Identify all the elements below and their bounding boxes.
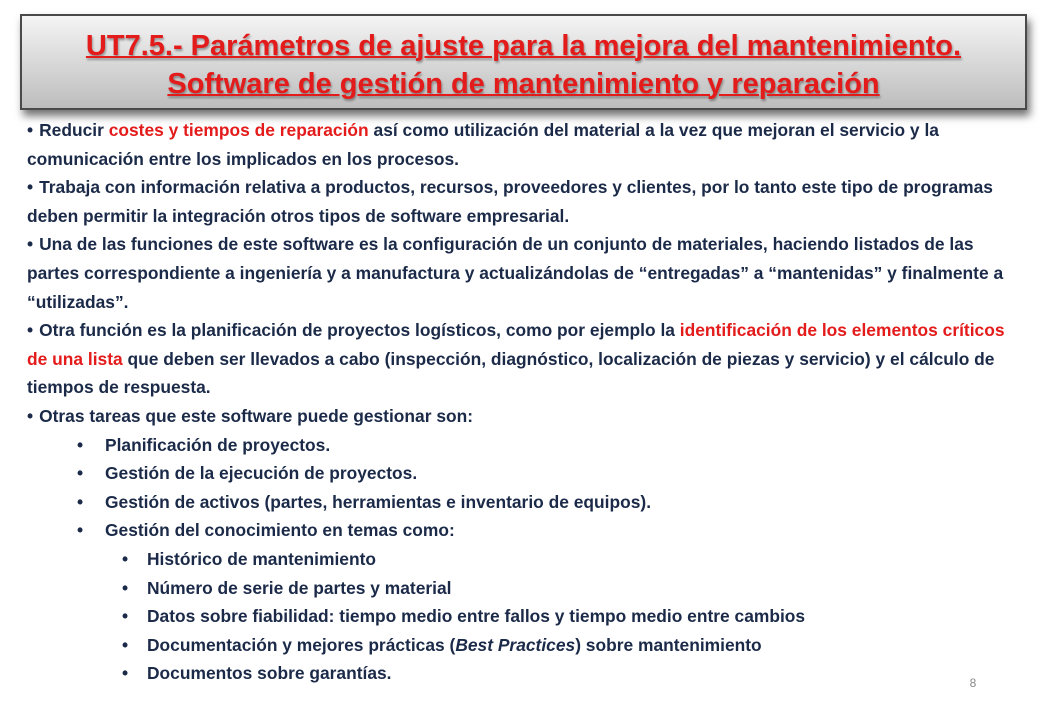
knowledge-text: Número de serie de partes y material — [147, 577, 452, 598]
slide-title-box — [20, 14, 1027, 110]
paragraph-reduce-costs — [27, 116, 1027, 173]
paragraph-text: Otras tareas que este software puede gestionar son: — [39, 405, 474, 426]
paragraph-text: que deben ser llevados a cabo (inspección, diagnóstico, localización de piezas y servicio) y el cálculo de tiempos de respuesta. — [27, 348, 995, 398]
knowledge-list-item — [27, 602, 1027, 631]
paragraph-text: Trabaja con información relativa a productos, recursos, proveedores y clientes, por lo tanto este tipo de programas deben permitir la integración otros tipos de software empresarial. — [27, 177, 993, 226]
task-list-item — [27, 459, 1027, 488]
slide-title-line-1: UT7.5.- Parámetros de ajuste para la mejora del mantenimiento. — [85, 30, 962, 62]
slide-body — [27, 116, 1027, 688]
bullet-icon: • — [27, 234, 34, 255]
knowledge-text: Documentos sobre garantías. — [147, 663, 392, 684]
paragraph-other-tasks — [27, 402, 1027, 431]
bullet-icon: • — [27, 120, 34, 140]
bullet-icon: • — [122, 634, 129, 655]
knowledge-list-item — [27, 659, 1027, 688]
bullet-icon: • — [77, 463, 84, 484]
bullet-icon: • — [77, 491, 84, 512]
slide-number: 8 — [969, 676, 977, 690]
paragraph-information — [27, 173, 1027, 230]
task-text: Gestión de activos (partes, herramientas e inventario de equipos). — [105, 491, 652, 512]
knowledge-list-item — [27, 631, 1027, 660]
bullet-icon: • — [122, 606, 129, 627]
knowledge-list-item — [27, 545, 1027, 574]
bullet-icon: • — [122, 577, 129, 598]
paragraph-text: Reducir — [39, 120, 109, 140]
bullet-icon: • — [27, 320, 34, 341]
knowledge-text-italic: Best Practices — [455, 634, 576, 655]
task-text: Planificación de proyectos. — [105, 434, 331, 455]
bullet-icon: • — [77, 434, 84, 455]
bullet-icon: • — [122, 663, 129, 684]
task-text: Gestión de la ejecución de proyectos. — [105, 463, 418, 484]
knowledge-list-item — [27, 574, 1027, 603]
task-list-item — [27, 516, 1027, 545]
bullet-icon: • — [77, 520, 84, 541]
paragraph-text: Otra función es la planificación de proyectos logísticos, como por ejemplo la — [39, 320, 680, 341]
slide-title-line-2: Software de gestión de mantenimiento y reparación — [167, 68, 880, 100]
bullet-icon: • — [27, 405, 34, 426]
task-text: Gestión del conocimiento en temas como: — [105, 520, 455, 541]
knowledge-text: Datos sobre fiabilidad: tiempo medio entre fallos y tiempo medio entre cambios — [147, 606, 806, 627]
task-list-item — [27, 488, 1027, 517]
knowledge-text: Histórico de mantenimiento — [147, 548, 377, 569]
highlight-text: identificación de los elementos críticos de una lista — [27, 320, 1005, 369]
task-list-item — [27, 431, 1027, 460]
highlight-text: costes y tiempos de reparación — [108, 120, 369, 140]
bullet-icon: • — [27, 177, 34, 198]
paragraph-planning — [27, 316, 1027, 402]
paragraph-text: Una de las funciones de este software es la configuración de un conjunto de materiales, haciendo listados de las partes correspondiente a ingeniería y a manufactura y actualizándolas de “entregadas” a “mantenidas” y finalmente a “utilizadas”. — [27, 234, 1004, 312]
bullet-icon: • — [122, 548, 129, 569]
knowledge-text: ) sobre mantenimiento — [575, 634, 762, 655]
knowledge-text: Documentación y mejores prácticas ( — [147, 634, 456, 655]
paragraph-configuration — [27, 230, 1027, 316]
paragraph-text: así como utilización del material a la vez que mejoran el servicio y la comunicación entre los implicados en los procesos. — [27, 120, 939, 169]
